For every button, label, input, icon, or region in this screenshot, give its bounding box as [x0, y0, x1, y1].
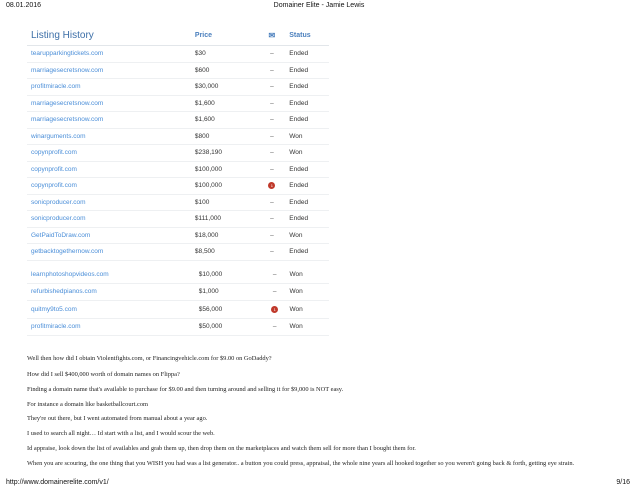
table-row — [27, 178, 329, 195]
price-cell: $30 — [194, 50, 206, 58]
domain-link[interactable]: copynprofit.com — [31, 149, 77, 157]
status-cell: Won — [289, 323, 303, 331]
message-cell: – — [270, 165, 274, 173]
message-cell: – — [270, 99, 274, 107]
message-cell — [255, 182, 290, 189]
status-cell: Ended — [289, 215, 309, 223]
domain-link[interactable]: profitmiracle.com — [31, 323, 81, 331]
domain-link[interactable]: sonicproducer.com — [31, 198, 86, 206]
print-date: 08.01.2016 — [6, 2, 42, 9]
status-cell: Ended — [289, 116, 309, 124]
message-cell: – — [270, 132, 274, 140]
paragraph: For instance a domain like basketballcourt.com — [27, 401, 149, 408]
domain-link[interactable]: marriagesecretsnow.com — [31, 116, 104, 124]
message-cell: – — [270, 50, 274, 58]
listing-history-screenshot-2 — [27, 266, 329, 336]
paragraph: Id appraise, look down the list of availables and grab them up, then drop them on the marketplaces and watch them sell for more than I bought them for. — [27, 445, 416, 452]
message-cell: – — [270, 198, 274, 206]
status-cell: Won — [289, 231, 303, 239]
table-row — [27, 63, 329, 80]
price-cell: $100 — [194, 198, 210, 206]
listing-title: Listing History — [31, 29, 94, 41]
table-row — [27, 162, 329, 179]
listing-header — [27, 25, 329, 46]
page-number: 9/16 — [616, 479, 630, 486]
listing-rows-2 — [27, 266, 329, 336]
domain-link[interactable]: learnphotoshopvideos.com — [31, 270, 109, 278]
domain-link[interactable]: refurbishedpianos.com — [31, 288, 97, 296]
table-row — [27, 195, 329, 212]
paragraph: Finding a domain name that's available to purchase for $9.00 and then turning around and selling it for $9,000 is NOT easy. — [27, 386, 344, 393]
message-cell: – — [272, 323, 277, 331]
domain-link[interactable]: quitmy9to5.com — [31, 305, 77, 313]
message-cell: – — [272, 288, 277, 296]
status-cell: Ended — [289, 182, 309, 190]
table-row — [27, 244, 329, 261]
table-row — [27, 266, 329, 284]
status-cell: Ended — [289, 248, 309, 256]
print-header — [0, 2, 638, 16]
paragraph: I used to search all night… Id start with a list, and I would scour the web. — [27, 430, 215, 437]
table-row — [27, 284, 329, 302]
mail-icon: ✉ — [268, 30, 276, 40]
price-cell: $18,000 — [194, 231, 219, 239]
paragraph: They're out there, but I went automated from manual about a year ago. — [27, 415, 208, 422]
message-count-badge[interactable]: 1 — [268, 182, 275, 189]
price-cell: $56,000 — [198, 305, 223, 313]
domain-link[interactable]: GetPaidToDraw.com — [31, 231, 91, 239]
print-url: http://www.domainerelite.com/v1/ — [6, 479, 109, 486]
paragraph: Well then how did I obtain Violentfights.com, or Financingvehicle.com for $9.00 on GoDaddy? — [27, 355, 272, 362]
message-cell — [260, 306, 290, 313]
status-cell: Won — [289, 288, 303, 296]
price-cell: $111,000 — [194, 215, 222, 223]
price-cell: $50,000 — [198, 323, 223, 331]
price-cell: $30,000 — [194, 83, 219, 91]
domain-link[interactable]: copynprofit.com — [31, 165, 77, 173]
price-cell: $10,000 — [198, 270, 223, 278]
price-cell: $238,190 — [194, 149, 223, 157]
status-cell: Won — [289, 305, 303, 313]
status-cell: Ended — [289, 165, 309, 173]
status-column-header: Status — [289, 31, 311, 39]
listing-rows — [27, 46, 329, 261]
domain-link[interactable]: getbacktogethernow.com — [31, 248, 104, 256]
price-cell: $1,600 — [194, 116, 215, 124]
domain-link[interactable]: marriagesecretsnow.com — [31, 99, 104, 107]
table-row — [27, 228, 329, 245]
domain-link[interactable]: copynprofit.com — [31, 182, 77, 190]
message-cell: – — [270, 215, 274, 223]
message-cell: – — [270, 231, 274, 239]
message-cell: – — [270, 116, 274, 124]
domain-link[interactable]: winarguments.com — [31, 132, 86, 140]
listing-history-screenshot — [27, 25, 329, 265]
message-count-badge[interactable]: 1 — [271, 306, 278, 313]
status-cell: Won — [289, 149, 303, 157]
price-cell: $800 — [194, 132, 210, 140]
price-cell: $1,600 — [194, 99, 215, 107]
domain-link[interactable]: marriagesecretsnow.com — [31, 66, 104, 74]
table-row — [27, 112, 329, 129]
domain-link[interactable]: tearupparkingtickets.com — [31, 50, 104, 58]
status-cell: Ended — [289, 83, 309, 91]
price-cell: $600 — [194, 66, 210, 74]
status-cell: Won — [289, 132, 303, 140]
message-cell: – — [270, 66, 274, 74]
message-cell: – — [270, 83, 274, 91]
table-row — [27, 129, 329, 146]
message-cell: – — [272, 270, 277, 278]
price-cell: $100,000 — [194, 165, 223, 173]
table-row — [27, 211, 329, 228]
print-title: Domainer Elite - Jamie Lewis — [273, 2, 365, 9]
message-cell: – — [270, 149, 274, 157]
domain-link[interactable]: profitmiracle.com — [31, 83, 81, 91]
domain-link[interactable]: sonicproducer.com — [31, 215, 86, 223]
table-row — [27, 96, 329, 113]
paragraph: When you are scouring, the one thing that you WISH you had was a list generator.. a button you could press, appraisal, the whole nine years all hooked together so you weren't going back & forth, getting eye strain. — [27, 460, 575, 467]
price-cell: $8,500 — [194, 248, 215, 256]
table-row — [27, 301, 329, 319]
price-column-header: Price — [194, 31, 213, 39]
price-cell: $100,000 — [194, 182, 223, 190]
status-cell: Ended — [289, 198, 309, 206]
table-row — [27, 79, 329, 96]
price-cell: $1,000 — [198, 288, 219, 296]
table-row — [27, 145, 329, 162]
message-cell: – — [270, 248, 274, 256]
print-footer — [0, 479, 638, 491]
paragraph: How did I sell $400,000 worth of domain names on Flippa? — [27, 371, 180, 378]
status-cell: Ended — [289, 66, 309, 74]
table-row — [27, 319, 329, 337]
table-row — [27, 46, 329, 63]
status-cell: Ended — [289, 99, 309, 107]
status-cell: Ended — [289, 50, 309, 58]
status-cell: Won — [289, 270, 303, 278]
